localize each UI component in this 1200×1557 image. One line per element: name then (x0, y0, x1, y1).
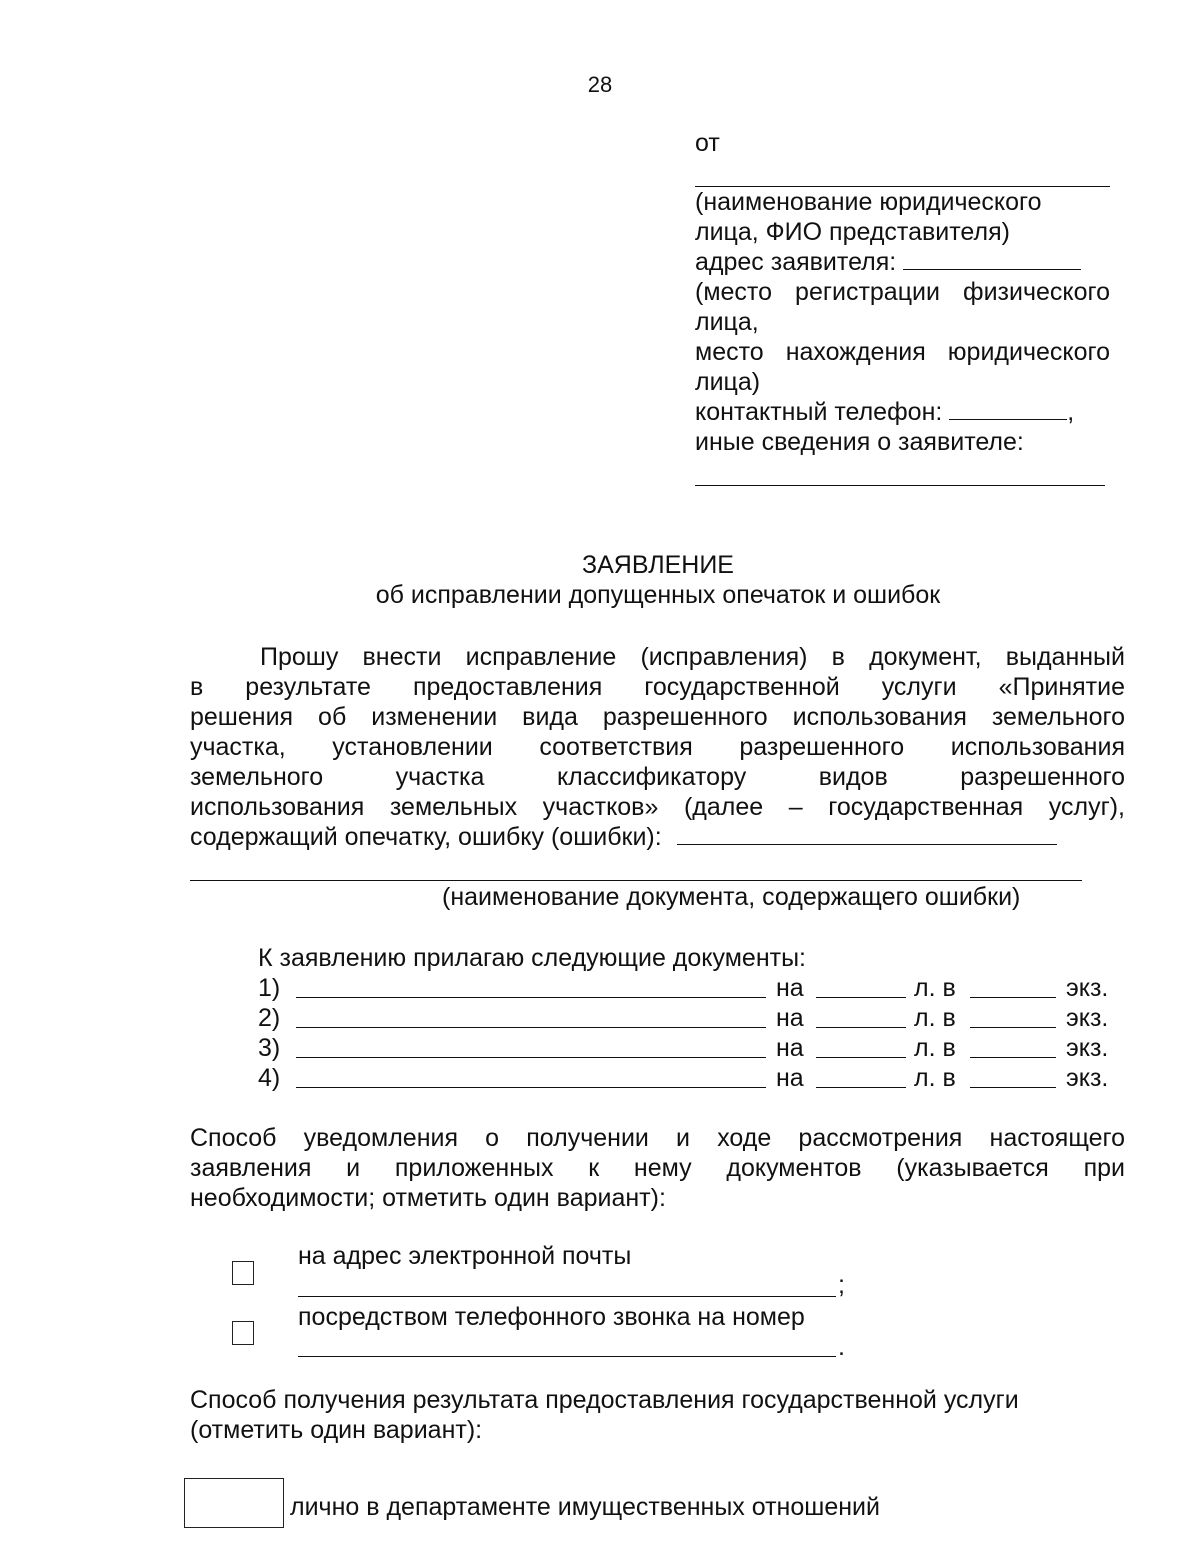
attachment-copies: экз. (1066, 1064, 1109, 1092)
request-paragraph (190, 642, 1125, 852)
doc-hint: (наименование документа, содержащего ошибки) (442, 883, 1021, 911)
page-number: 28 (587, 72, 613, 97)
notification-paragraph (190, 1123, 1125, 1213)
phone-number-field[interactable] (298, 1332, 836, 1357)
request-last-text: содержащий опечатку, ошибку (ошибки): (190, 823, 662, 851)
attachment-name-field[interactable] (296, 979, 766, 998)
attachment-num: 3) (258, 1034, 281, 1062)
attachment-copies-field[interactable] (970, 1039, 1056, 1058)
document-subtitle: об исправлении допущенных опечаток и ошибок (375, 581, 941, 609)
attachment-sheets: л. в (914, 974, 956, 1002)
attachment-copies: экз. (1066, 974, 1109, 1002)
name-hint-2: лица, ФИО представителя) (695, 218, 1010, 246)
attachment-sheets-field[interactable] (816, 979, 906, 998)
attachment-sheets: л. в (914, 1004, 956, 1032)
result-line: (отметить один вариант): (190, 1416, 483, 1444)
attachment-num: 2) (258, 1004, 281, 1032)
attachment-name-field[interactable] (296, 1039, 766, 1058)
error-field-inline[interactable] (677, 826, 1057, 845)
notification-line: необходимости; отметить один вариант): (190, 1184, 666, 1212)
notification-line: Способ уведомления о получении и ходе рассмотрения настоящего (190, 1124, 1125, 1152)
attachment-sheets: л. в (914, 1064, 956, 1092)
attachments-heading: К заявлению прилагаю следующие документы: (258, 944, 806, 972)
request-line: решения об изменении вида разрешенного использования земельного (190, 703, 1125, 731)
name-hint-1: (наименование юридического (695, 188, 1042, 216)
from-label: от (695, 129, 720, 157)
attachment-copies-field[interactable] (970, 1009, 1056, 1028)
other-info-field[interactable] (695, 457, 1105, 486)
attachment-sheets-field[interactable] (816, 1009, 906, 1028)
email-semicolon: ; (838, 1271, 845, 1299)
request-line: участка, установлении соответствия разрешенного использования (190, 733, 1125, 761)
request-line: использования земельных участков» (далее – государственная услуг), (190, 793, 1125, 821)
request-last-line (190, 822, 1125, 852)
email-field[interactable] (298, 1272, 836, 1297)
attachment-num: 1) (258, 974, 281, 1002)
attachment-row (258, 973, 1118, 1003)
result-line: Способ получения результата предоставления государственной услуги (190, 1386, 1019, 1414)
attachment-num: 4) (258, 1064, 281, 1092)
applicant-block (695, 128, 1110, 486)
request-line: земельного участка классификатору видов разрешенного (190, 763, 1125, 791)
attachment-copies-field[interactable] (970, 1069, 1056, 1088)
address-line (695, 247, 1110, 277)
phone-option-label: посредством телефонного звонка на номер (298, 1303, 805, 1331)
request-line: Прошу внести исправление (исправления) в документ, выданный (260, 643, 1125, 671)
loc-hint-2: лица) (695, 368, 761, 396)
phone-field[interactable] (949, 401, 1067, 420)
email-checkbox[interactable] (232, 1261, 254, 1285)
request-line: в результате предоставления государственной услуги «Принятие (190, 673, 1125, 701)
other-label: иные сведения о заявителе: (695, 428, 1024, 456)
attachment-on: на (776, 1034, 804, 1062)
attachment-on: на (776, 974, 804, 1002)
attachment-name-field[interactable] (296, 1009, 766, 1028)
attachment-copies: экз. (1066, 1034, 1109, 1062)
attachment-row (258, 1003, 1118, 1033)
reg-hint-2: лица, (695, 308, 759, 336)
address-label: адрес заявителя: (695, 248, 897, 276)
email-option-label: на адрес электронной почты (298, 1242, 632, 1270)
document-title: ЗАЯВЛЕНИЕ (581, 551, 734, 579)
address-field[interactable] (903, 251, 1081, 270)
attachment-sheets-field[interactable] (816, 1069, 906, 1088)
phone-line (695, 397, 1110, 427)
applicant-name-field[interactable] (695, 158, 1110, 187)
attachment-sheets: л. в (914, 1034, 956, 1062)
in-person-checkbox[interactable] (184, 1478, 284, 1528)
attachment-row (258, 1033, 1118, 1063)
phone-comma: , (1067, 398, 1075, 426)
attachment-copies: экз. (1066, 1004, 1109, 1032)
phone-checkbox[interactable] (232, 1321, 254, 1345)
attachment-sheets-field[interactable] (816, 1039, 906, 1058)
reg-hint-1: (место регистрации физического (695, 278, 1110, 306)
phone-period: . (838, 1333, 845, 1361)
attachment-on: на (776, 1004, 804, 1032)
attachment-row (258, 1063, 1118, 1093)
phone-label: контактный телефон: (695, 398, 943, 426)
result-paragraph (190, 1385, 1125, 1445)
attachment-on: на (776, 1064, 804, 1092)
attachment-copies-field[interactable] (970, 979, 1056, 998)
error-document-field[interactable] (190, 852, 1082, 881)
in-person-option-label: лично в департаменте имущественных отношений (290, 1493, 880, 1521)
notification-line: заявления и приложенных к нему документов (указывается при (190, 1154, 1125, 1182)
loc-hint-1: место нахождения юридического (695, 338, 1110, 366)
attachment-name-field[interactable] (296, 1069, 766, 1088)
